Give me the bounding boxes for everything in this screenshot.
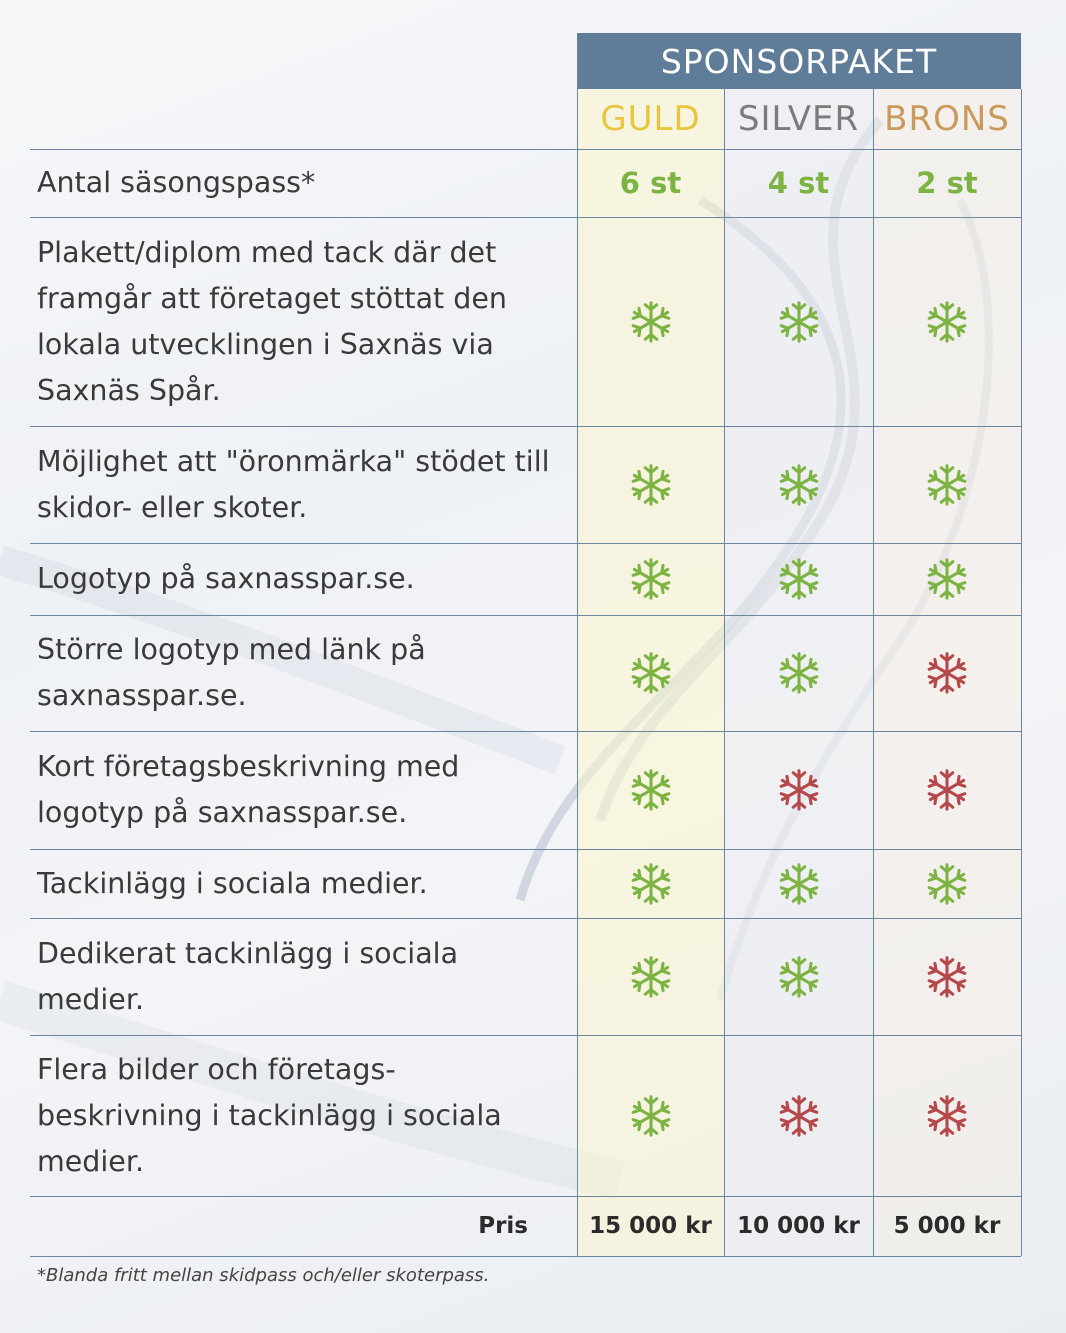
- included-silver: [724, 543, 873, 615]
- not-included-brons: [873, 615, 1021, 731]
- included-guld: [577, 731, 724, 849]
- column-divider: [577, 33, 578, 89]
- snowflake-icon: [924, 556, 970, 602]
- count-silver: 4 st: [767, 166, 830, 200]
- included-silver: [724, 217, 873, 426]
- snowflake-icon: [776, 556, 822, 602]
- not-included-brons: [873, 918, 1021, 1035]
- row-divider: [30, 1256, 1021, 1257]
- included-guld: [577, 615, 724, 731]
- included-brons: [873, 543, 1021, 615]
- snowflake-icon: [628, 954, 674, 1000]
- snowflake-icon: [628, 462, 674, 508]
- row-label: Dedikerat tackinlägg i sociala medier.: [37, 936, 459, 1016]
- column-divider: [577, 89, 578, 1256]
- snowflake-icon: [628, 767, 674, 813]
- column-divider: [1021, 89, 1022, 1256]
- not-included-silver: [724, 1035, 873, 1196]
- price-brons: 5 000 kr: [893, 1213, 1001, 1239]
- price-label: Pris: [478, 1213, 528, 1239]
- included-brons: [873, 426, 1021, 543]
- row-label: Logotyp på saxnasspar.se.: [37, 562, 415, 595]
- not-included-silver: [724, 731, 873, 849]
- row-label: Plakett/diplom med tack där det framgår att företaget stöttat den lokala utvecklingen i Saxnäs via Saxnäs Spår.: [37, 235, 507, 407]
- included-guld: [577, 217, 724, 426]
- snowflake-icon: [924, 650, 970, 696]
- snowflake-icon: [776, 767, 822, 813]
- snowflake-icon: [924, 767, 970, 813]
- included-guld: [577, 426, 724, 543]
- included-guld: [577, 918, 724, 1035]
- included-guld: [577, 1035, 724, 1196]
- price-guld: 15 000 kr: [589, 1213, 712, 1239]
- included-silver: [724, 615, 873, 731]
- row-label: Flera bilder och företags-beskrivning i tackinlägg i sociala medier.: [37, 1052, 502, 1178]
- snowflake-icon: [776, 1093, 822, 1139]
- included-guld: [577, 849, 724, 918]
- snowflake-icon: [628, 861, 674, 907]
- included-silver: [724, 849, 873, 918]
- tier-brons-header: BRONS: [884, 99, 1010, 139]
- snowflake-icon: [924, 462, 970, 508]
- price-silver: 10 000 kr: [737, 1213, 860, 1239]
- included-silver: [724, 918, 873, 1035]
- column-divider: [724, 89, 725, 1256]
- snowflake-icon: [776, 954, 822, 1000]
- table-title: SPONSORPAKET: [577, 33, 1021, 89]
- tier-guld-header: GULD: [600, 99, 701, 139]
- snowflake-icon: [776, 299, 822, 345]
- row-label: Tackinlägg i sociala medier.: [37, 866, 428, 900]
- included-silver: [724, 426, 873, 543]
- snowflake-icon: [628, 650, 674, 696]
- snowflake-icon: [924, 299, 970, 345]
- included-guld: [577, 543, 724, 615]
- included-brons: [873, 217, 1021, 426]
- snowflake-icon: [776, 462, 822, 508]
- snowflake-icon: [924, 1093, 970, 1139]
- not-included-brons: [873, 1035, 1021, 1196]
- row-label: Större logotyp med länk på saxnasspar.se.: [37, 633, 426, 712]
- snowflake-icon: [628, 299, 674, 345]
- tier-silver-header: SILVER: [737, 99, 860, 139]
- count-guld: 6 st: [619, 166, 682, 200]
- column-divider: [873, 89, 874, 1256]
- snowflake-icon: [628, 1093, 674, 1139]
- row-label: Antal säsongspass*: [37, 166, 316, 199]
- snowflake-icon: [924, 861, 970, 907]
- row-label: Möjlighet att "öronmärka" stödet till skidor- eller skoter.: [37, 444, 550, 524]
- row-label: Kort företagsbeskrivning med logotyp på saxnasspar.se.: [37, 750, 460, 829]
- snowflake-icon: [776, 861, 822, 907]
- count-brons: 2 st: [916, 166, 978, 200]
- snowflake-icon: [924, 954, 970, 1000]
- included-brons: [873, 849, 1021, 918]
- snowflake-icon: [628, 556, 674, 602]
- snowflake-icon: [776, 650, 822, 696]
- not-included-brons: [873, 731, 1021, 849]
- footnote: *Blanda fritt mellan skidpass och/eller skoterpass.: [37, 1265, 490, 1286]
